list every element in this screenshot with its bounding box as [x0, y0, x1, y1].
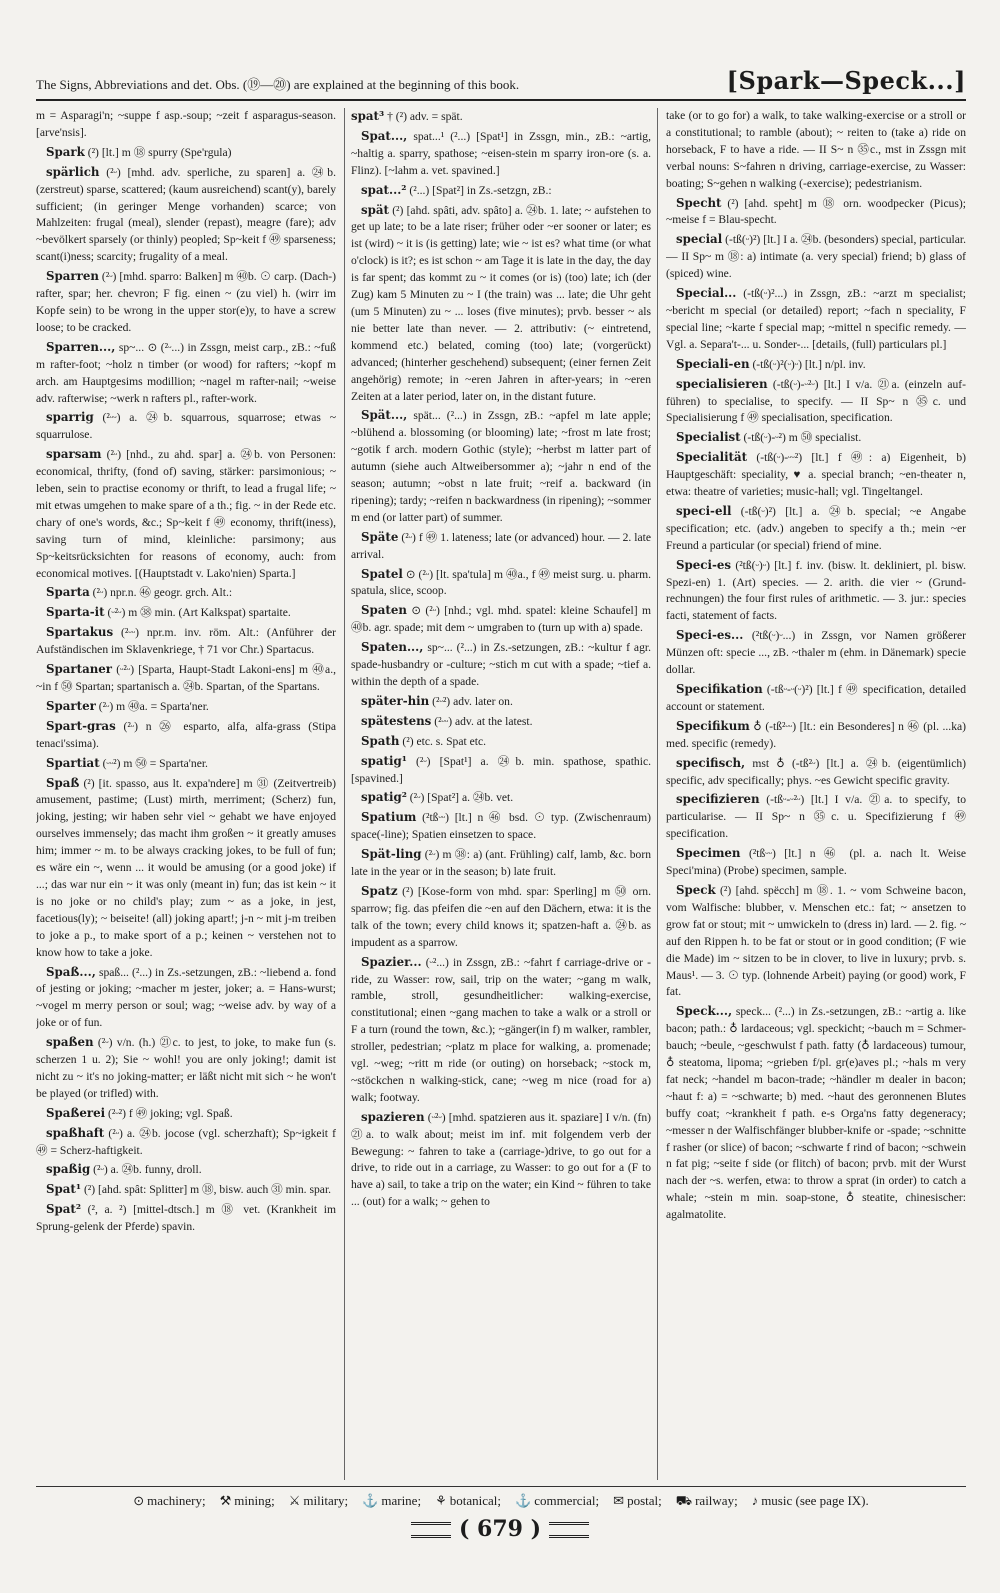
column-middle	[344, 108, 658, 1480]
dictionary-entry	[666, 681, 966, 716]
entry-definition: (²) [ahd. speht] m ⑱ orn. woodpecker (Picus); ~meise f = Blau-specht.	[666, 196, 966, 227]
headword: Spaten	[361, 603, 407, 618]
headword: specifisch,	[676, 755, 746, 770]
column-left	[36, 108, 336, 1480]
entry-definition: sp~... (²...) in Zs.-setzungen, zB.: ~kultur f agr. spade-husbandry or -culture; ~stich m cut with a spade; ~tief a. within the depth of a spade.	[351, 641, 651, 688]
entry-definition: ⊙ (²ᵕ) [lt. spa'tula] m ㊵a., f ㊾ meist surg. u. pharm. spatula, slice, scoop.	[351, 567, 651, 598]
abbreviations-note: The Signs, Abbreviations and det. Obs. (⑲—⑳) are explained at the beginning of this book.	[36, 77, 520, 92]
headword: Spazier...	[361, 954, 422, 969]
entry-definition: (ᵕ²ᵕ) m ㊳ min. (Art Kalkspat) spartaite.	[107, 606, 291, 620]
headword: Specifikum	[676, 718, 750, 733]
entry-definition: (ᵕᵕ²) m ㊿ = Sparta'ner.	[102, 756, 208, 770]
headword: Spartiat	[46, 755, 100, 770]
entry-definition: (²tß(ᵕ)ᵕ) [lt.] f. inv. (bisw. lt. dekliniert, pl. bisw. Spezi-en) 1. (Art) species. — 2. arith. die vier ~ (Grund-rechnungen) the four first rules of arithmetic. — 3. jur.: species facti, statement of facts.	[666, 558, 966, 623]
dictionary-entry	[36, 1181, 336, 1199]
dictionary-entry	[351, 883, 651, 952]
dictionary-entry	[36, 446, 336, 582]
headword: Sparren	[46, 269, 99, 284]
headword: Specht	[676, 195, 722, 210]
headword: Spaten...,	[361, 640, 424, 655]
entry-definition: (²) etc. s. Spat etc.	[402, 734, 486, 748]
entry-definition: spät... (²...) in Zssgn, zB.: ~apfel m late apple; ~blühend a. blossoming (or blooming) late; ~frost m late frost; ~gotik f arch. modern Gothic (style); ~herbst m latter part of autumn (siehe auch Altweibersommer a); ~jahr n end of the season; autumn; ~obst n late fruit; ~reif a. backward (in ripening); tardy; ~reifen n backwardness (in ripening); ~sommer m end (or latter part) of summer.	[351, 409, 652, 524]
headword: Sparta	[46, 585, 90, 600]
entry-definition: (-tß(ᵕ)²(ᵕ)ᵕ) [lt.] n/pl. inv.	[752, 357, 866, 371]
dictionary-entry	[351, 789, 651, 807]
legend-label: postal;	[627, 1493, 662, 1508]
entry-definition: (²) [ahd. spât: Splitter] m ⑱, bisw. auch ㉛ min. spar.	[83, 1183, 332, 1197]
legend-label: botanical;	[449, 1493, 501, 1508]
entry-definition: spat...¹ (²...) [Spat¹] in Zssgn, min., zB.: ~artig, ~haltig a. sparry, spathose; ~eisen-stein m sparry iron-ore (s. a. Flinz). [~lahm a. vet. spavined.]	[351, 129, 652, 177]
entry-definition: (²ᵕ²) f ㊾ joking; vgl. Spaß.	[108, 1106, 233, 1120]
headword: Spath	[361, 733, 400, 748]
dictionary-entry	[666, 285, 966, 354]
headword: später-hin	[361, 693, 430, 708]
headword: spat...²	[361, 182, 407, 197]
dictionary-entry	[36, 409, 336, 444]
dictionary-entry	[351, 753, 651, 788]
headword: Sparter	[46, 698, 96, 713]
page-header	[36, 66, 966, 101]
entry-definition: (²ᵕ) npr.n. ㊻ geogr. grch. Alt.:	[92, 586, 233, 600]
headword: Spatel	[361, 566, 403, 581]
dictionary-entry	[36, 164, 336, 266]
entry-definition: (²ᵕ) [mhd. sparro: Balken] m ㊵b. ⊙ carp. (Dach-) rafter, spar; her. chevron; F fig. einen ~ (zu viel) h. (wirr im Kopfe sein) to be wrong in the upper stor(e)y, to have a screw loose; to be cracked.	[36, 270, 336, 334]
entry-definition: (²ᵕ) [mhd. adv. sperliche, zu sparen] a. ㉔b. (zerstreut) sparse, scattered; (kaum ausreichend) scant(y), barely sufficient; (in geringer Menge vorhanden) scarce; von Mahlzeiten: frugal (meal), slender (repast), meagre (fare); adv ~bevölkert sparsely (or thinly) peopled; Sp~keit f ㊾ sparseness; scant(i)ness; scarcity; frugality of a meal.	[36, 165, 336, 264]
legend-label: marine;	[381, 1493, 422, 1508]
dictionary-entry	[36, 964, 336, 1033]
ornament-bar-right	[549, 1522, 589, 1538]
entry-definition: (²tß(ᵕ)ᵕ...) in Zssgn, vor Namen größerer Münzen oft: specie ..., zB. ~thaler m (ehm. in Dänemark) specie dollar.	[666, 629, 966, 677]
dictionary-entry	[351, 407, 651, 526]
headword: spaßen	[46, 1035, 94, 1050]
entry-definition: (²...) [Spat²] in Zs.-setzgn, zB.:	[409, 183, 552, 197]
legend-symbol-icon: ⚘	[435, 1493, 447, 1508]
dictionary-entry	[351, 639, 651, 691]
dictionary-entry	[36, 698, 336, 716]
legend-item	[613, 1493, 662, 1511]
legend-item	[435, 1493, 501, 1511]
headword: Spaß...,	[46, 964, 96, 979]
headword: spat³	[351, 109, 385, 123]
entry-definition: (-tßᵕ-ᵕ²ᵕ) [lt.] I v/a. ㉑a. to specify, to particularise. — II Sp~ n ㉟c. u. Specifizierung f ㊾ specification.	[666, 793, 966, 841]
legend-label: railway;	[695, 1493, 738, 1508]
headword: Spark	[46, 144, 85, 159]
dictionary-entry	[351, 182, 651, 200]
page-number-text: ( 679 )	[458, 1516, 542, 1542]
dictionary-entry	[351, 693, 651, 711]
dictionary-entry	[36, 144, 336, 162]
dictionary-entry	[666, 882, 966, 1001]
headword: specialisieren	[676, 376, 768, 391]
headword: spärlich	[46, 164, 100, 179]
headword: Speck	[676, 882, 716, 897]
entry-definition: (ᵕ²ᵕ) [Sparta, Haupt-Stadt Lakoni-ens] m ㊵a., ~in f ㊿ Spartan; spartanisch a. ㉔b. Spartan, of the Spartans.	[36, 663, 336, 693]
entry-definition: (²ᵕ) v/n. (h.) ㉑c. to jest, to joke, to make fun (s. scherzen 1 u. 2); Sie ~ wohl! you are only joking!; damit ist nicht zu ~ it's no joking-matter; er läßt nicht mit sich ~ he won't be played (or trifled) with.	[36, 1036, 336, 1100]
dictionary-entry	[36, 1034, 336, 1103]
headword: spätestens	[361, 713, 432, 728]
dictionary-entry	[351, 202, 651, 406]
entry-definition: (²) [ahd. spëcch] m ⑱. 1. ~ vom Schweine bacon, vom Walfische: blubber, v. Menschen etc.: fat; ~ ansetzen to grow fat or stout; mit ~ umwickeln to (dress in) lard. — 2. fig. ~ auf den Rippen h. to be fat or stout or in good condition; (F wie die Made) im ~ sitzen to be in clover, to live in luxury; prvb. s. Maus¹. — 3. ⊙ typ. (lohnende Arbeit) paying (or good) work, F fat.	[666, 883, 966, 999]
headword: Späte	[361, 529, 399, 544]
entry-definition: (², a. ²) [mittel-dtsch.] m ⑱ vet. (Krankheit im Sprung-gelenk der Pferde) spavin.	[36, 1203, 336, 1234]
entry-definition: (²ᵕ) n ㉖ esparto, alfa, alfa-grass (Stipa tenaci'ssima).	[36, 719, 336, 750]
entry-definition: (-tß(ᵕ)-ᵕ²ᵕ) [lt.] I v/a. ㉑a. (einzeln auf-führen) to specialise, to specify. — II Sp~ n ㉟c. und Specialisierung f ㊾ specialisation, specification.	[666, 377, 966, 425]
dictionary-entry	[36, 604, 336, 622]
entry-definition: (²) [lt.] m ⑱ spurry (Spe'rgula)	[87, 145, 232, 159]
dictionary-entry	[666, 845, 966, 880]
headword: spaßig	[46, 1162, 91, 1177]
entry-definition: (²) [ahd. spâti, adv. spâto] a. ㉔b. 1. late; ~ aufstehen to get up late; to be a late riser; früher oder ~er sooner or later; es ist (wird) ~ it is (is getting) late; wie ~ ist es? what time (or what o'clock) is it?; es ist schon ~ am Tage it is late in the day, the day is far spent; das kommt zu ~ it comes (or is) (too) late; ich (der Zug) kam 5 Minuten zu ~ I (the train) was ... late; die Uhr geht (um 5 Minuten) zu ~ ... loses (five minutes); prvb. besser ~ als nie better late than never. — 2. attributiv: (~ eintretend, kommend etc.) belated, coming (too) late; (vorgerückt) advanced; (hinterher geschehend) subsequent; (einer fernen Zeit angehörig) remote; in ~eren Jahren in after-years; in ~eren Zeiten at a later period, later on, in the distant future.	[351, 203, 651, 403]
entry-definition: (²ᵕ) f ㊾ 1. lateness; late (or advanced) hour. — 2. late arrival.	[351, 530, 651, 561]
entry-definition: (²ᵕ) [Spat¹] a. ㉔b. min. spathose, spathic. [spavined.]	[351, 754, 651, 785]
dictionary-entry	[666, 1003, 966, 1224]
dictionary-entry	[36, 624, 336, 659]
entry-definition: speck... (²...) in Zs.-setzungen, zB.: ~artig a. like bacon; path.: ♁ lardaceous; vgl. speckicht; ~bauch m = Schmer-bauch; ~beule, ~geschwulst f path. fatty (♁ lardaceous) tumour, ♁ steatoma, lipoma; ~grieben f/pl. gr(e)aves pl.; ~hals m very fat neck; ~handel m bacon-trade; ~händler m dealer in bacon; ~haut f: a) = ~schwarte; b) med. ~haut des geronnenen Blutes buffy coat; ~krankheit f path. e-s Orga'ns fatty degeneracy; ~messer n der Walfischfänger blubber-knife or -spade; ~schnitte f rasher (or slice) of bacon; ~schwarte f rind of bacon; ~schwein n fat pig; ~seite f side (or flitch) of bacon; prvb. mit der Wurst nach der ~s. werfen, etwa: to throw a sprat (in order) to catch a whale; ~stein m min. soap-stone, ♁ steatite, chinesischer: agalmatolite.	[666, 1005, 966, 1222]
headword: Specifikation	[676, 682, 763, 696]
entry-definition: (²ᵕ) [nhd., zu ahd. spar] a. ㉔b. von Personen: economical, thrifty, (fond of) saving, stärker: parsimonious; ~ leben, sein to practise economy or thrift, to lead a frugal life; ~ mit etwas umgehen to make spare of a th.; fig. ~ in der Rede etc. chary of one's words, &c.; Sp~keit f ㊾ economy, thrift(iness), saving turn of mind, kleinliche: parsimony; aus Sp~keitsrücksichten for reasons of economy, auch: from economical motives. [(Hauptstadt v. Lako'nien) Sparta.]	[36, 448, 336, 580]
entry-definition: (ᵕ²ᵕ) [mhd. spatzieren aus it. spaziare] I v/n. (fn) ㉑a. to walk about; meist im inf. mit folgendem verb der Bewegung: ~ fahren to take a (carriage-)drive, to go out for a drive, to ride out in a carriage, zu Wasser: to go out for a (F to have a) sail, to take a trip on the water; ein Kind ~ führen to take ... (out) for a walk; ~ gehen to	[351, 1110, 651, 1209]
dictionary-entry	[36, 1125, 336, 1160]
entry-definition: m = Asparagi'n; ~suppe f asp.-soup; ~zeit f asparagus-season. [arve'nsis].	[36, 109, 336, 139]
dictionary-entry	[666, 376, 966, 428]
legend-item	[220, 1493, 275, 1511]
headword: Spät-ling	[361, 847, 422, 862]
entry-definition: (²ᵕᵕ) a. ㉔b. squarrous, squarrose; etwas ~ squarrulose.	[36, 411, 336, 442]
dictionary-entry	[36, 718, 336, 753]
legend-label: music (see page IX).	[761, 1493, 869, 1508]
legend-item	[676, 1493, 738, 1511]
entry-definition: (ᵕ²...) in Zssgn, zB.: ~fahrt f carriage-drive or -ride, zu Wasser: row, sail, trip on the water; ~gang m walk, ramble, stroll, gesundheitlicher: walking-exercise, constitutional; einen ~gang machen to take a walk or a stroll or F a turn (round the town, &c.); ~gänger(in f) m walker, rambler, stroller, pedestrian; ~platz m place for walking, a. promenade; vgl. ~weg; ~ritt m ride (or outing) on horseback; ~stock m, ~stöckchen n walking-stick, cane; ~weg m nice (road for a) walk; footway.	[351, 955, 652, 1104]
entry-definition: sp~... ⊙ (²ᵕ...) in Zssgn, meist carp., zB.: ~fuß m rafter-foot; ~holz n timber (or wood) for rafters; ~kopf m arch. am Hauptgesims modillion; ~nagel m rafter-nail; ~weise adv. rafterwise; ~werk n rafters pl., rafter-work.	[36, 340, 336, 405]
headword: spatig¹	[361, 753, 407, 768]
headword: Spatz	[361, 883, 398, 898]
dictionary-entry	[351, 809, 651, 844]
dictionary-entry	[666, 231, 966, 283]
headword: speci-ell	[676, 503, 732, 518]
legend-symbol-icon: ✉	[613, 1493, 625, 1508]
entry-definition: (²ᵕᵕ) adv. at the latest.	[434, 714, 533, 728]
headword: Speci-es...	[676, 628, 744, 643]
headword: Spaßerei	[46, 1105, 106, 1120]
entry-definition: ⊙ (²ᵕ) [nhd.; vgl. mhd. spatel: kleine Schaufel] m ㊵b. agr. spade; mit dem ~ umgraben to (turn up with a) spade.	[351, 604, 651, 635]
text-columns	[36, 108, 966, 1480]
headword: Speci-es	[676, 557, 731, 572]
dictionary-entry	[351, 108, 651, 126]
legend-label: military;	[303, 1493, 349, 1508]
entry-definition: ♁ (-tß²ᵕᵕ) [lt.: ein Besonderes] n ㊻ (pl. ...ka) med. specific (remedy).	[666, 719, 966, 750]
dictionary-entry	[666, 429, 966, 447]
entry-definition: (²) [it. spasso, aus lt. expa'ndere] m ㉛ (Zeitvertreib) amusement, pastime; (Lust) mirth, merriment; (Scherz) fun, joking, jesting; wir haben sehr viel ~ gehabt we have enjoyed ourselves immensely; das macht ihm großen ~ it greatly amuses him; immer ~ m. to be always cracking jokes, to be full of fun; es wäre ein ~, wenn ... it would be amusing (or a good joke) if ...; das war nur ein ~ it was only (meant in) fun; das ist kein ~ it is no joke or no child's play; zum ~ as a joke, in jest, facetious(ly); ~ beiseite! (all) joking apart!; j-n ~ mit j-m treiben to joke a p., to make sport of a p.; keinen ~ verstehen not to know how to take a joke.	[36, 776, 336, 959]
entry-definition: (-tß(ᵕ)²) [lt.] a. ㉔b. special; ~e Angabe specification; etc. (adv.) angeben to specify a th.; mein ~er Freund a particular (or special) friend of mine.	[666, 504, 966, 552]
legend-label: mining;	[234, 1493, 275, 1508]
legend-item	[289, 1493, 348, 1511]
headword: Spart-gras	[46, 718, 116, 733]
dictionary-entry	[351, 954, 651, 1107]
headword: Sparta-it	[46, 605, 105, 620]
dictionary-entry	[36, 339, 336, 408]
headword: Speck...,	[676, 1004, 733, 1019]
legend-symbol-icon: ♪	[751, 1493, 759, 1508]
legend-item	[362, 1493, 421, 1511]
legend-symbol-icon: ⛟	[675, 1493, 693, 1508]
dictionary-entry	[36, 1201, 336, 1236]
dictionary-entry	[36, 108, 336, 142]
headword: Spat...,	[361, 128, 408, 143]
dictionary-entry	[351, 566, 651, 601]
dictionary-entry	[351, 713, 651, 731]
column-right	[666, 108, 966, 1480]
headword: sparsam	[46, 447, 102, 462]
dictionary-entry	[36, 1105, 336, 1123]
legend-label: machinery;	[147, 1493, 206, 1508]
headword: Specimen	[676, 846, 741, 861]
entry-definition: (²tßᵕᵕ) [lt.] n ㊻ bsd. ⊙ typ. (Zwischenraum) space(-line); Spatien einsetzen to space.	[351, 811, 651, 842]
dictionary-entry	[666, 503, 966, 555]
dictionary-entry	[666, 108, 966, 193]
dictionary-entry	[351, 602, 651, 637]
legend-symbol-icon: ⚓	[515, 1493, 532, 1508]
headword: spazieren	[361, 1109, 425, 1124]
legend-symbol-icon: ⊙	[133, 1493, 145, 1508]
entry-definition: (²ᵕ) a. ㉔b. funny, droll.	[93, 1163, 202, 1177]
entry-definition: (-tß(ᵕ)²...) in Zssgn, zB.: ~arzt m specialist; ~bericht m special (or detailed) report; ~fach n speciality, F special line; ~karte f special map; ~mittel n specific remedy. — Vgl. a. Separa't-... u. Sonder-... [details, (full) particulars pl.]	[666, 287, 966, 351]
headword: spaßhaft	[46, 1125, 105, 1140]
dictionary-entry	[666, 627, 966, 679]
dictionary-entry	[36, 1161, 336, 1179]
headword: Spartakus	[46, 625, 114, 640]
headword: specifizieren	[676, 792, 760, 807]
entry-definition: (²ᵕ) [Spat²] a. ㉔b. vet.	[409, 791, 514, 805]
entry-definition: (²ᵕ) m ㊵a. = Sparta'ner.	[98, 699, 209, 713]
dictionary-entry	[666, 718, 966, 753]
legend-symbol-icon: ⚔	[288, 1493, 301, 1508]
legend-item	[752, 1493, 869, 1511]
page-number	[0, 1516, 1000, 1542]
entry-definition: (²) [Kose-form von mhd. spar: Sperling] m ㊿ orn. sparrow; fig. das pfeifen die ~en auf den Dächern, etwa: it is the talk of the town; every child knows it; spatzen-haft a. ㉔b. as impudent as a sparrow.	[351, 884, 651, 949]
headword: spät	[361, 202, 389, 217]
headword: Spat²	[46, 1202, 82, 1217]
headword: special	[676, 232, 723, 247]
headword: sparrig	[46, 410, 94, 425]
dictionary-entry	[36, 584, 336, 602]
legend-symbol-icon: ⚓	[362, 1493, 379, 1508]
entry-definition: (-tß(ᵕ)-ᵕ²) m ㊿ specialist.	[743, 431, 862, 445]
legend-label: commercial;	[534, 1493, 600, 1508]
dictionary-entry	[666, 791, 966, 843]
headword: Specialist	[676, 430, 741, 445]
entry-definition: (²tßᵕᵕ) [lt.] n ㊻ (pl. a. nach lt. Weise Speci'mina) (Probe) specimen, sample.	[666, 847, 966, 878]
headword: Spatium	[361, 810, 417, 825]
headword: Spät...,	[361, 408, 408, 423]
entry-definition: (²ᵕ²) adv. later on.	[432, 694, 513, 708]
dictionary-entry	[36, 661, 336, 696]
dictionary-entry	[351, 529, 651, 564]
dictionary-entry	[351, 846, 651, 881]
ornament-bar-left	[411, 1522, 451, 1538]
running-head: [Spark—Speck...]	[726, 66, 966, 95]
dictionary-entry	[36, 775, 336, 962]
entry-definition: (-tßᵕ-ᵕ(ᵕ)²) [lt.] f ㊾ specification, detailed account or statement.	[666, 683, 966, 713]
headword: Spartaner	[46, 662, 113, 677]
headword: Spat¹	[46, 1182, 82, 1197]
dictionary-entry	[666, 755, 966, 790]
entry-definition: † (²) adv. = spät.	[387, 110, 463, 123]
headword: Spaß	[46, 775, 80, 790]
dictionary-entry	[351, 1109, 651, 1211]
headword: Speciali-en	[676, 356, 750, 371]
dictionary-entry	[351, 128, 651, 180]
dictionary-entry	[36, 268, 336, 337]
headword: Sparren...,	[46, 339, 116, 354]
symbol-legend	[36, 1486, 966, 1511]
headword: Special...	[676, 286, 737, 301]
entry-definition: (-tß(ᵕ)-ᵕᵕ²) [lt.] f ㊾: a) Eigenheit, b) Hauptgeschäft: speciality, ♥ a. special branch; ~en-theater n, etwa: theatre of varieties; music-hall; vgl. Tingeltangel.	[666, 451, 966, 499]
headword: Specialität	[676, 450, 748, 465]
dictionary-entry	[666, 449, 966, 501]
entry-definition: take (or to go for) a walk, to take walking-exercise or a stroll or a constitutional; to ramble (about); ~ reiten to (take a) ride on horseback, F to have a ride. — II S~ n ㉟c., mst in Zssgn mit verbal nouns: S~fahren n driving, carriage-exercise, zu Wasser: boating; S~gehen n walking (-exercise); pedestrianism.	[666, 109, 966, 190]
legend-item	[133, 1493, 205, 1511]
dictionary-entry	[36, 755, 336, 773]
headword: spatig²	[361, 790, 407, 805]
dictionary-entry	[351, 733, 651, 751]
entry-definition: spaß... (²...) in Zs.-setzungen, zB.: ~liebend a. fond of jesting or joking; ~macher m jester, joker; a. = Hans-wurst; ~vogel m merry person or soul; wag; ~weise adv. by way of a joke or of fun.	[36, 965, 336, 1030]
entry-definition: (²ᵕᵕ) npr.m. inv. röm. Alt.: (Anführer der Aufständischen im Sklavenkriege, † 71 vor Chr.) Spartacus.	[36, 626, 336, 657]
entry-definition: mst ♁ (-tß²ᵕ) [lt.] a. ㉔b. (eigentümlich) specific, adv specifically; phys. ~es Gewicht specific gravity.	[666, 756, 966, 787]
legend-item	[515, 1493, 599, 1511]
legend-symbol-icon: ⚒	[219, 1493, 232, 1508]
entry-definition: (-tß(ᵕ)²) [lt.] I a. ㉔b. (besonders) special, particular. — II Sp~ m ⑱: a) intimate (a. very special) friend; b) glass of (spiced) wine.	[666, 233, 966, 281]
dictionary-entry	[666, 557, 966, 626]
entry-definition: (²ᵕ) m ㊳: a) (ant. Frühling) calf, lamb, &c. born late in the year or in the season; b) late fruit.	[351, 848, 651, 879]
dictionary-entry	[666, 195, 966, 230]
entry-definition: (²ᵕ) a. ㉔b. jocose (vgl. scherzhaft); Sp~igkeit f ㊾ = Scherz-haftigkeit.	[36, 1126, 336, 1157]
dictionary-entry	[666, 356, 966, 374]
